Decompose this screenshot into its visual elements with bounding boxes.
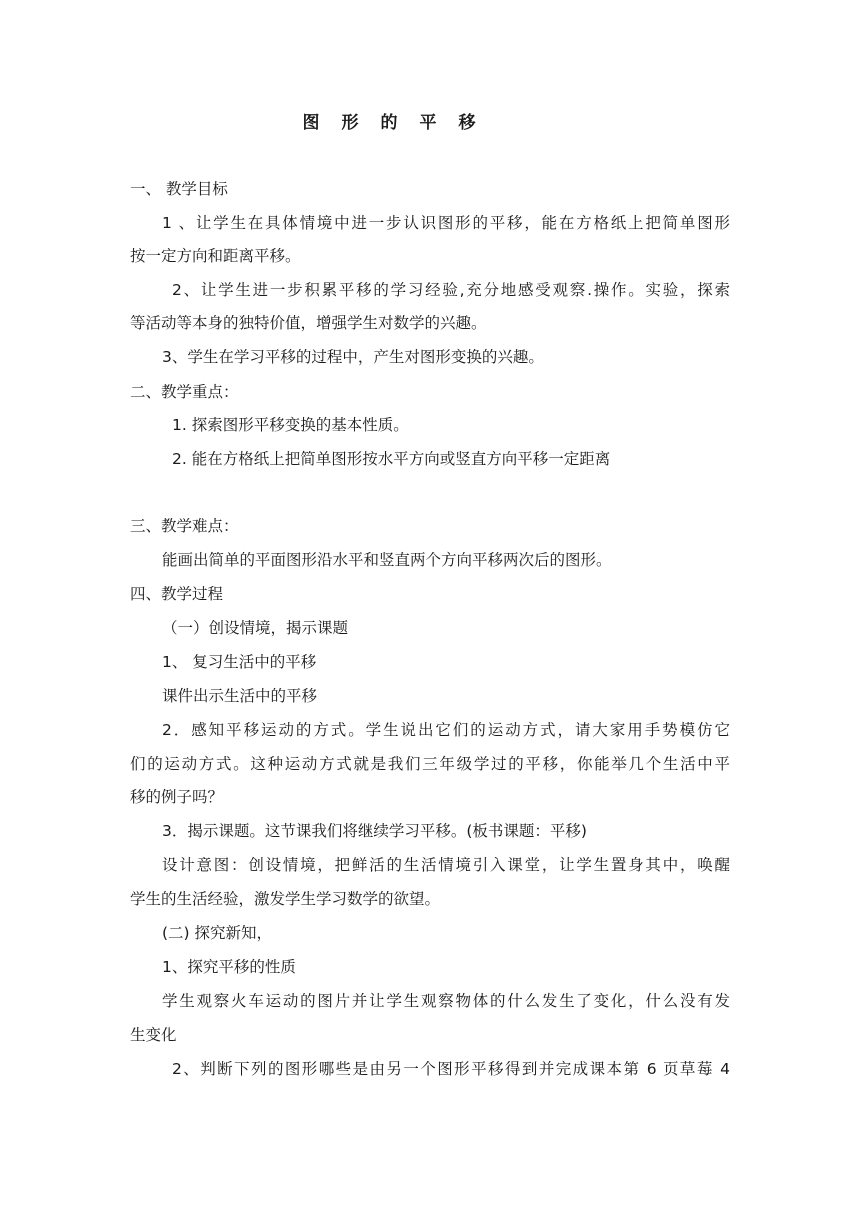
section-heading-process: 四、教学过程 xyxy=(130,585,224,603)
paragraph-line: 等活动等本身的独特价值，增强学生对数学的兴趣。 xyxy=(130,314,487,332)
paragraph-line: 设计意图：创设情境，把鲜活的生活情境引入课堂，让学生置身其中，唤醒 xyxy=(162,856,730,874)
list-item: 2. 能在方格纸上把简单图形按水平方向或竖直方向平移一定距离 xyxy=(172,450,611,468)
list-item: 1、 复习生活中的平移 xyxy=(162,653,317,671)
paragraph-line: 2、判断下列的图形哪些是由另一个图形平移得到并完成课本第 6 页草莓 4 xyxy=(172,1060,730,1078)
paragraph-line: 2、让学生进一步积累平移的学习经验,充分地感受观察.操作。实验，探索 xyxy=(172,281,730,299)
paragraph-line: 生变化 xyxy=(130,1026,177,1044)
subsection-heading: (二) 探究新知， xyxy=(162,924,273,942)
paragraph-line: 们的运动方式。这种运动方式就是我们三年级学过的平移，你能举几个生活中平 xyxy=(130,755,730,773)
subsection-heading: （一）创设情境，揭示课题 xyxy=(162,619,349,637)
paragraph-line: 课件出示生活中的平移 xyxy=(162,687,318,705)
document-title: 图形的平移 xyxy=(302,113,498,133)
paragraph-line: 学生的生活经验，激发学生学习数学的欲望。 xyxy=(130,890,441,908)
paragraph-line: 能画出简单的平面图形沿水平和竖直两个方向平移两次后的图形。 xyxy=(162,551,612,569)
list-item: 1、探究平移的性质 xyxy=(162,958,296,976)
paragraph-line: 3、学生在学习平移的过程中，产生对图形变换的兴趣。 xyxy=(162,348,544,366)
section-heading-key-points: 二、教学重点： xyxy=(130,383,239,401)
paragraph-line: 1 、让学生在具体情境中进一步认识图形的平移，能在方格纸上把简单图形 xyxy=(162,214,730,232)
list-item: 1. 探索图形平移变换的基本性质。 xyxy=(172,416,409,434)
section-heading-objectives: 一、 教学目标 xyxy=(130,180,228,198)
paragraph-line: 移的例子吗？ xyxy=(130,788,224,806)
paragraph-line: 3．揭示课题。这节课我们将继续学习平移。(板书课题：平移) xyxy=(162,822,587,840)
section-heading-difficulties: 三、教学难点： xyxy=(130,517,239,535)
paragraph-line: 2．感知平移运动的方式。学生说出它们的运动方式，请大家用手势模仿它 xyxy=(162,721,730,739)
paragraph-line: 学生观察火车运动的图片并让学生观察物体的什么发生了变化，什么没有发 xyxy=(162,992,730,1010)
paragraph-line: 按一定方向和距离平移。 xyxy=(130,247,301,265)
